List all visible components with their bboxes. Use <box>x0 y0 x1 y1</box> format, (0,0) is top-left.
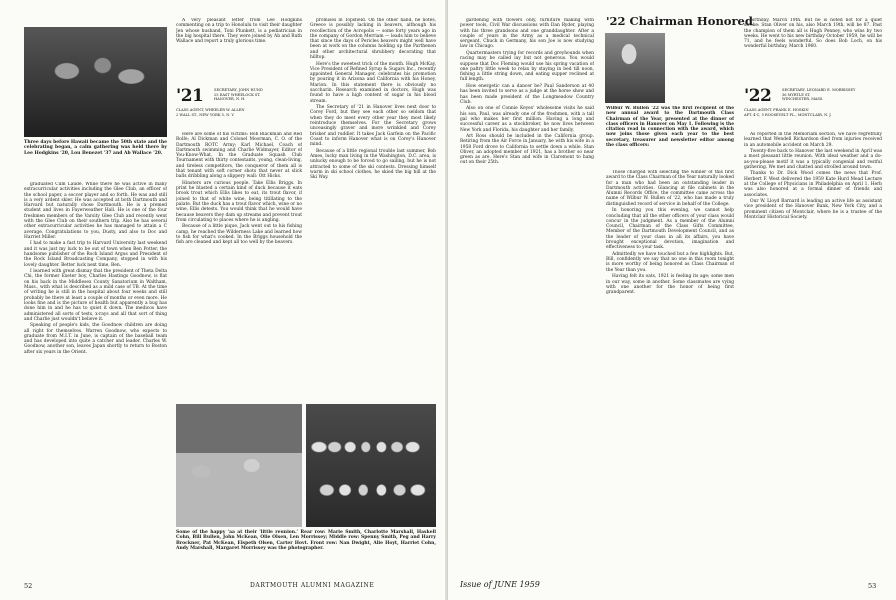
class-address-city: WINCHESTER, MASS. <box>782 97 824 102</box>
class-address-city: HANOVER, N. H. <box>214 97 246 102</box>
paragraph: birthday. March 19th. But he is noted not for a quiet stroke: Stan Oliver on his, also March 19th, will be 87. Past the champion of them all is Hugh Penney, who wins by two weeks. He went to his new birthday October 1959, he will be 71, and he feels wonderful. So does Bob Loch, on his wonderful birthday, March 1960. <box>744 18 882 50</box>
page-number-right: 53 <box>868 582 877 590</box>
paragraph: graduated Cum Laude. While there he was active in many extracurricular activities including the Glee Club, an officer of the school paper, a soccer player and so forth. He was and still is a very ardent skier. He was accepted at both Dartmouth and Harvard but naturally chose Dartmouth. He is a premed student and lives in Fayerweather Hall. He is one of the four freshmen members of the Varsity Glee Club and recently went with the Glee Club on their southern trip. Also he has several other extracurricular activities he has managed to attain a C average. Congratulations to you, Dusty, and also to Doc and Harriet Miller. <box>24 182 167 240</box>
class-agent: CLASS AGENT, FRANK E. HOSKIN <box>744 108 809 112</box>
paragraph: Because of a little regional trouble last summer, Bob Ames, lucky man living in the Washington, D.C. area, is unlucky enough to be forced to go sailing, but he is not attracted to some of the ski contests. Dressing himself warm in ski school clothes, he skied the big hill at the Ski Way. <box>310 148 436 181</box>
paragraph: Twenty-five back to Hanover the last weekend in April was a most pleasant little reunion. With ideal weather and a do-as-you-please motif it was a typically congenial and restful gathering. We met and chatted and strolled around town. <box>744 149 882 170</box>
right-column-1 <box>460 18 594 568</box>
class-secretary: SECRETARY, JOHN HUND <box>214 88 263 92</box>
paragraph: Having felt its oats, 1921 is feeling its age; some men in our way, some in another. Some classmates are vying with one another for the honor of being first grandparent. <box>606 274 734 296</box>
paragraph: Quartermasters trying for records and greyhounds when racing may be called lay but not generous. You would suppose that Doc Fleming would use his spring vacation of one paltry little week to relax by staying in bed till noon, fishing a little string down, and eating supper reclined at full length. <box>460 50 594 83</box>
issue-footer: Issue of JUNE 1959 <box>460 580 540 589</box>
class-agent: CLASS AGENT, WHEELER W. ALLEN <box>176 108 245 112</box>
class-year-22: '22 <box>744 86 772 106</box>
paragraph: Those charged with selecting the winner of this first award to the Class Chairman of the Year naturally looked for a man who had been an outstanding leader in Dartmouth activities. Glancing at file cabinets in the Alumni Records Office, the committee came across the name of Wilbur W. Bullen of '22, who has made a truly distinguished record of service in behalf of the College. <box>606 170 734 207</box>
paragraph: A very pleasant letter from Lee Hodgkins commenting on a trip to Honolulu to visit their daughter Jen whose husband, Toni Plunkett, is a pediatrician in the big hospital there. They were joined by Ab and Ruth Wallace and report a truly glorious time. <box>176 18 302 45</box>
page-number-left: 52 <box>24 582 33 590</box>
reunion-photo-pool <box>176 404 302 527</box>
paragraph: As reported in the Memoriam section, we have regretfully learned that Wendell Richardson died from injuries received in an automobile accident on March 29. <box>744 132 882 148</box>
right-column-3-top <box>744 18 882 82</box>
paragraph: Also on one of Connie Keyes' wholesome visits he said his son, Paul, was already one of the freshmen, with a tall gal who makes her first million. Having a long and successful career as a stockbroker, he now lives between New York and Florida, his daughter and her family. <box>460 106 594 133</box>
paragraph: The Secretary of '21 in Hanover lives next door to Corey Ford, but they see each other so seldom that when they do meet every other year they most likely reintroduce themselves. For the Secretary grows unceasingly graver and more wrinkled and Corey brisker and ruddier. It takes Jack Garfein on the Pacific Coast to inform Hanover what is on Corey's Hanover mind. <box>310 105 436 148</box>
class-agent-address: APT. 4-C, 5 ROOSEVELT PL., MONTCLAIR, N. J. <box>744 112 832 117</box>
class-22-header <box>744 86 882 130</box>
right-column-2 <box>606 170 734 568</box>
hawaii-photo <box>24 27 167 137</box>
magazine-footer: DARTMOUTH ALUMNI MAGAZINE <box>250 582 375 589</box>
class-year-21: '21 <box>176 86 204 106</box>
paragraph: promises in Topsfield. On the other hand, he notes, Greece is possibly lacking in beavers, although his recollection of the Acropolis — some forty years ago in the company of Gordon Merriam — leads him to believe that since the days of Pericles beavers might well have been at work on the columns holding up the Parthenon and other architectural shrubbery decorating that hilltop. <box>310 18 436 61</box>
paragraph: In honoring you this evening, we cannot help concluding that all the other officers of your class would concur in the judgment. As a member of the Alumni Council, Chairman of the Class Gifts Committee, Member of the Dartmouth Development Council, and as the leader of your class in all its affairs, you have brought exceptional devotion, imagination and effectiveness to your task. <box>606 208 734 251</box>
paragraph: I had to make a fast trip to Harvard University last weekend and it was just my luck to be out of town when Ben Potter, the handsome publisher of the Rock Island Argus and President of the Rock Island Broadcasting Company, stopped in with his lovely daughter. Better luck next time, Ben. <box>24 241 167 268</box>
class-address: 25 EAST WHEELOCK ST. <box>214 92 261 97</box>
right-column-3 <box>744 132 882 568</box>
class-address: 36 MYRTLE ST. <box>782 92 811 97</box>
left-column-2 <box>176 132 302 400</box>
reunion-photo-caption: Some of the happy 'aa at their 'little reunion.' Rear row: Marie Smith, Charlotte Marshall, Haskell Cohn, Bill Bullen, John McKean, Olie Olsen, Len Morrissey; Middle row: Spenny Smith, Peg and Harry Brockner, Pat McKean, Elspeth Olsen, Carter Hovt. Front row: Nan Dwight, Alie Hoyt, Harriet Cohn, Andy Marshall, Margaret Morrissey was the photographer. <box>176 530 436 552</box>
right-column-2-caption <box>606 106 734 166</box>
class-agent-address: 2 WALL ST., NEW YORK 5, N. Y. <box>176 112 235 117</box>
paragraph: Thanks to Dr. Dick Wood comes the news that Prof. Herbert F. West delivered the 1959 Kate Hurd Mead Lecture at the College of Physicians in Philadelphia on April 1. Herb was also honored at a formal dinner of friends and associates. <box>744 171 882 198</box>
left-column-3 <box>310 18 436 400</box>
paragraph: Admittedly we have touched but a few highlights. But, Bill, confidently we say that no one in this room tonight is more worthy of being honored as Class Chairman of the Year than you. <box>606 251 734 273</box>
class-21-header <box>176 86 302 130</box>
paragraph: gardening with flowers only, furniture making with power tools, Civil War discussions with Dan Ryder, playing with his three grandsons and one granddaughter. After a couple of years in the Army as a medical technical sergeant, Chuck in Germany, his son Joe is now studying law in Chicago. <box>460 18 594 50</box>
paragraph: Our W. Lloyd Barnard is leading an active life as assistant vice president of the Hanover Bank, New York City, and a prominent citizen of Montclair, where he is a trustee of the Montclair Historical Society. <box>744 199 882 221</box>
paragraph: Because of a little pique, Jack went out to his fishing camp, he reached the Wilderness Lake and learned how to fish for what's cooked. In the Briggs household the fish are cleaned and kept all too well by the beavers. <box>176 224 302 246</box>
bullen-portrait <box>605 33 665 103</box>
paragraph: Speaking of people's kids, the Goodnow children are doing all right for themselves. Warren Goodnow, who expects to graduate from M.I.T. in June, is captain of the baseball team and has developed into quite a catcher and leader. Charles W. Goodnow, another son, leaves Japan shortly to return to Boston after six years in the Orient. <box>24 323 167 355</box>
paragraph: Here's the sweetest trick of the month. Hugh McKay, Vice President of Refined Syrup & Sugars Inc., recently appointed General Manager, celebrates his promotion by pouring it in Arizona and California with his Honey, Marion. In this statement there is obviously no saccharin. Research examined in doctors, Hugh was found to have a high content of sugar in his blood stream. <box>310 61 436 104</box>
left-column-2-top <box>176 18 302 80</box>
right-page <box>448 0 896 600</box>
class-secretary: SECRETARY, LEONARD E. MORRISSEY <box>782 88 856 92</box>
hawaii-photo-caption: Three days before Hawaii became the 50th state and the celebrating began, a calm gathering was held there by Lee Hodgkins '20, Lou Benezet '37 and Ab Wallace '20. <box>24 140 167 156</box>
paragraph: Art Ross should be included in the California group. Retiring from the Air Force in January, he with his wife in a 1958 Ford drove to California to settle down a while. Stan Oliver, an adopted member of 1921, has a brother so near green as are. Here's Stan and wife in Claremont to hang out on their 25th. <box>460 133 594 166</box>
paragraph: Here are some of his victims: Bob Blackman and Red Rolfe; Al Dickman and Colonel Moorman, C. O. of the Dartmouth ROTC Army; Karl Michael, Coach of Dartmouth swimming and Charlie Widmayer, Editor of You-Know-What. In the Graduate Squash Club Tournament with thirty contestants, young, clean-living, and tireless competitors, the conqueror of them all is that tenant with soft corner shots that never at slick balls dribbling along a slippery wall: Ott Hicks. <box>176 132 302 180</box>
award-caption: Wilbur W. Bullen '22 was the first recipient of the new annual award to the Dartmouth Class Chairman of the Year, presented at the dinner of class officers in Hanover on May 1. Following is the citation read in connection with the award, which now joins those given each year to the best secretary, treasurer and newsletter editor among the class officers: <box>606 106 734 149</box>
paragraph: I learned with great dismay that the president of Theta Delta Chi, the former Exeter boy, Charles Hastings Goodnow, is flat on his back in the Middlesex County Sanatorium in Waltham, Mass., with what is described as a mild case of TB. At the time of writing he is still in the hospital about four weeks and still probably be there at least a couple of months or even more. He looks fine and is the picture of health but apparently a bug has done him in and he has to quiet it down. The medicos have administered all sorts of tests, x-rays and all that sort of thing and Charlie just wouldn't believe it. <box>24 269 167 322</box>
reunion-photo-group <box>306 404 436 527</box>
chairman-headline: '22 Chairman Honored <box>606 14 753 28</box>
paragraph: How energetic can a dancer be? Paul Sanderson at 40 has been invited to serve as a judge at the horse show and has been made president of the Longmeadow Country Club. <box>460 83 594 105</box>
paragraph: Hinsters are curious people. Take Ellis Briggs. In print he blasted a certain kind of duck because it eats brook trout which Ellis likes to eat, its trout flavor, if joined to that of white wine, being titillating to the palate. But the duck has a trout flavor which, wine or no wine, Ellis detests. You would think that he would have because beavers they dam up streams and prevent trout from circulating to places where he is angling. <box>176 180 302 223</box>
left-column-1 <box>24 182 167 567</box>
